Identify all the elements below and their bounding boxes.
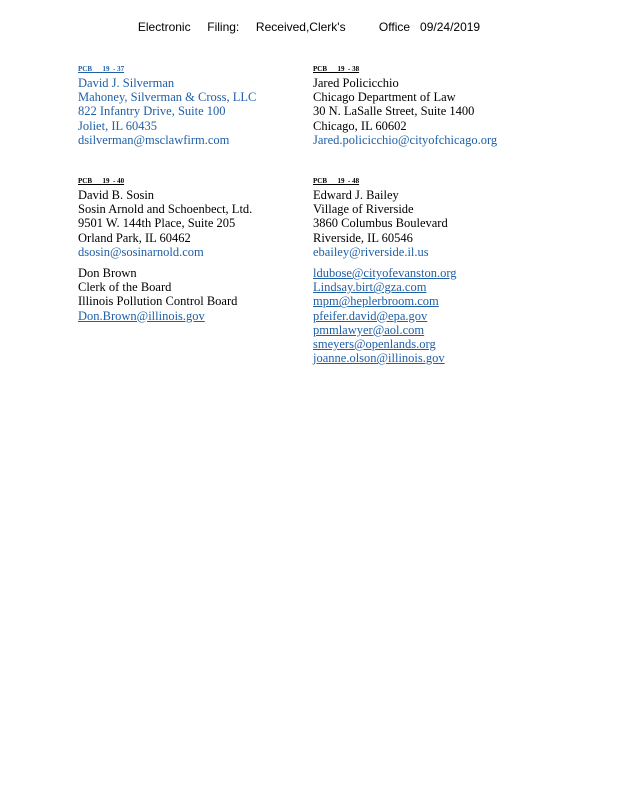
contact-title: Clerk of the Board <box>78 280 172 295</box>
contact-email[interactable]: ebailey@riverside.il.us <box>313 244 429 259</box>
contact-name: Edward J. Bailey <box>313 188 399 202</box>
contact-organization: Illinois Pollution Control Board <box>78 294 238 309</box>
contact-city: Joliet, IL 60435 <box>78 118 158 133</box>
contact-name: David J. Silverman <box>78 76 175 90</box>
email-list <box>313 266 457 365</box>
contact-organization: Sosin Arnold and Schoenbect, Ltd. <box>78 202 253 217</box>
case-reference: PCB 19 - 38 <box>313 65 360 73</box>
contact-name: Don Brown <box>78 266 137 280</box>
case-reference: PCB 19 - 48 <box>313 177 360 185</box>
contact-city: Orland Park, IL 60462 <box>78 230 191 245</box>
email-link[interactable]: Lindsay.birt@gza.com <box>313 280 427 295</box>
case-reference: PCB 19 - 40 <box>78 177 125 185</box>
service-block-bailey <box>313 172 448 259</box>
contact-street: 822 Infantry Drive, Suite 100 <box>78 104 226 119</box>
email-link[interactable]: pmmlawyer@aol.com <box>313 322 425 337</box>
contact-email[interactable]: dsosin@sosinarnold.com <box>78 244 204 259</box>
email-link[interactable]: joanne.olson@illinois.gov <box>313 351 445 366</box>
service-block-clerk <box>78 266 237 323</box>
email-link[interactable]: pfeifer.david@epa.gov <box>313 308 428 323</box>
service-block-policicchio <box>313 60 497 147</box>
contact-name: Jared Policicchio <box>313 76 399 90</box>
contact-street: 9501 W. 144th Place, Suite 205 <box>78 216 236 231</box>
contact-organization: Mahoney, Silverman & Cross, LLC <box>78 90 257 105</box>
contact-email[interactable]: Jared.policicchio@cityofchicago.org <box>313 132 498 147</box>
email-link[interactable]: ldubose@cityofevanston.org <box>313 266 457 280</box>
contact-organization: Chicago Department of Law <box>313 90 456 105</box>
contact-email[interactable]: Don.Brown@illinois.gov <box>78 308 205 323</box>
contact-email[interactable]: dsilverman@msclawfirm.com <box>78 132 230 147</box>
service-block-silverman <box>78 60 256 147</box>
filing-header: Electronic Filing: Received,Clerk's Office 09/24/2019 <box>137 20 481 34</box>
contact-city: Riverside, IL 60546 <box>313 230 413 245</box>
contact-city: Chicago, IL 60602 <box>313 118 407 133</box>
contact-street: 30 N. LaSalle Street, Suite 1400 <box>313 104 475 119</box>
contact-street: 3860 Columbus Boulevard <box>313 216 448 231</box>
email-link[interactable]: mpm@heplerbroom.com <box>313 294 439 309</box>
contact-name: David B. Sosin <box>78 188 155 202</box>
service-block-sosin <box>78 172 252 259</box>
case-reference: PCB 19 - 37 <box>78 65 125 73</box>
contact-organization: Village of Riverside <box>313 202 414 217</box>
email-link[interactable]: smeyers@openlands.org <box>313 337 436 352</box>
